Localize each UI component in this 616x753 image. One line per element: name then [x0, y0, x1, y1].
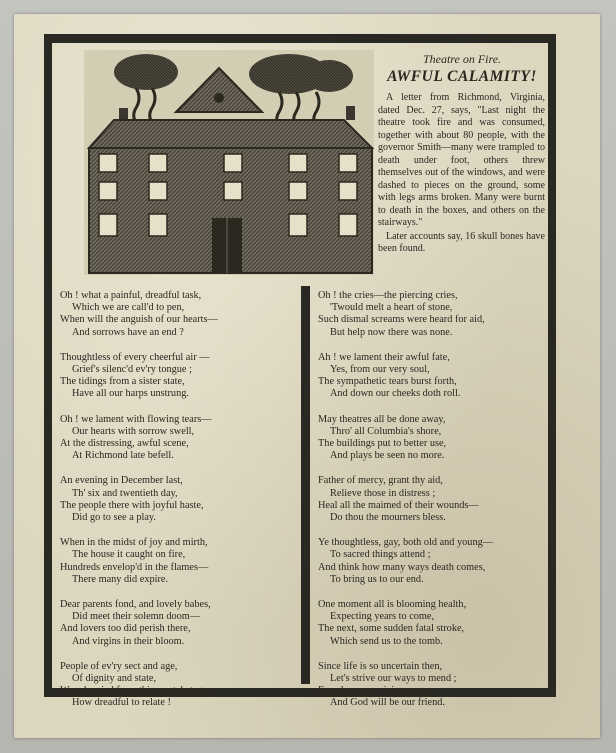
poem-line: Grief's silenc'd ev'ry tongue ;	[72, 364, 192, 376]
poem-line: Thoughtless of every cheerful air —	[60, 351, 210, 363]
poem-line: Relieve those in distress ;	[330, 487, 436, 499]
poem-line: Such dismal screams were heard for aid,	[318, 314, 485, 326]
poem-stanza	[60, 537, 298, 586]
border-top	[48, 34, 553, 43]
poem-stanza	[60, 290, 298, 339]
poem-line: Ah ! we lament their awful fate,	[318, 351, 450, 363]
poem-line: People of ev'ry sect and age,	[60, 660, 178, 672]
headline-subtitle: Theatre on Fire.	[422, 52, 502, 66]
poem-line: Th' six and twentieth day,	[72, 487, 178, 499]
poem-line: How dreadful to relate !	[72, 697, 171, 709]
poem-line: To bring us to our end.	[330, 573, 424, 585]
poem-line: Have all our harps unstrung.	[72, 388, 189, 400]
poem-stanza	[318, 661, 546, 710]
theatre-woodcut-illustration	[84, 50, 374, 275]
poem-line: The sympathetic tears burst forth,	[318, 376, 457, 388]
poem-line: Which send us to the tomb.	[330, 635, 443, 647]
poem-line: And lovers too did perish there,	[60, 623, 191, 635]
poem-line: The house it caught on fire,	[72, 549, 186, 561]
report-paragraph: Later accounts say, 16 skull bones have been found.	[378, 230, 545, 254]
poem-line: Ye thoughtless, gay, both old and young—	[318, 537, 494, 549]
poem-line: And virgins in their bloom.	[72, 635, 185, 647]
poem-line: And God will be our friend.	[330, 697, 445, 709]
poem-line: Heal all the maimed of their wounds—	[318, 499, 479, 511]
headline-block	[378, 52, 546, 86]
poem-line: But help now there was none.	[330, 326, 453, 338]
poem-line: The next, some sudden fatal stroke,	[318, 623, 465, 635]
poem-line: And sorrows have an end ?	[72, 326, 184, 338]
poem-stanza	[60, 599, 298, 648]
poem-stanza	[318, 290, 546, 339]
poem-line: Expecting years to come,	[330, 611, 435, 623]
border-right	[548, 34, 556, 697]
poem-line: Oh ! we lament with flowing tears—	[60, 413, 212, 425]
poem-line: Hundreds envelop'd in the flames—	[60, 561, 209, 573]
poem-stanza	[60, 661, 298, 710]
poem-stanza	[318, 537, 546, 586]
news-report	[378, 92, 545, 256]
poem-stanza	[318, 352, 546, 401]
poem-line: The people there with joyful haste,	[60, 499, 204, 511]
poem-line: Do thou the mourners bless.	[330, 512, 446, 524]
poem-line: And plays be seen no more.	[330, 450, 445, 462]
poem-line: And think how many ways death comes,	[318, 561, 486, 573]
poem-stanza	[318, 475, 546, 524]
poem-line: Let's strive our ways to mend ;	[330, 673, 457, 685]
poem-line: One moment all is blooming health,	[318, 599, 467, 611]
poem-column-right	[318, 290, 546, 723]
report-paragraph: A letter from Richmond, Virginia, dated Dec. 27, says, "Last night the theatre took fire and was consumed, together with about 80 people, with the governor Smith—many were trampled to death under foot, others threw themselves out of the windows, and were dashed to pieces on the ground, some with legs arms broken. Many were burnt to death in the boxes, and others on the stairways."	[378, 92, 545, 228]
poem-line: Our hearts with sorrow swell,	[72, 425, 195, 437]
poem-stanza	[60, 414, 298, 463]
poem-line: Oh ! the cries—the piercing cries,	[318, 290, 458, 301]
poem-line: Did meet their solemn doom—	[72, 611, 201, 623]
poem-line: An evening in December last,	[60, 475, 183, 487]
poem-line: When in the midst of joy and mirth,	[60, 537, 208, 549]
poem-line: The buildings put to better use,	[318, 438, 447, 450]
poem-line: May theatres all be done away,	[318, 413, 446, 425]
poem-column-left	[60, 290, 298, 723]
poem-stanza	[60, 475, 298, 524]
poem-line: To sacred things attend ;	[330, 549, 431, 561]
poem-stanza	[318, 414, 546, 463]
border-left	[44, 34, 52, 697]
headline-title: AWFUL CALAMITY!	[387, 68, 537, 85]
poem-line: Oh ! what a painful, dreadful task,	[60, 290, 202, 301]
poem-line: Of dignity and state,	[72, 673, 157, 685]
poem-stanza	[60, 352, 298, 401]
poem-line: Since life is so uncertain then,	[318, 660, 443, 672]
poem-line: 'Twould melt a heart of stone,	[330, 302, 453, 314]
poem-stanza	[318, 599, 546, 648]
poem-line: There many did expire.	[72, 573, 169, 585]
poem-line: Thro' all Columbia's shore,	[330, 425, 442, 437]
poem-line: Forsake every vicious way,	[318, 685, 430, 697]
poem-line: And down our cheeks doth roll.	[330, 388, 461, 400]
poem-line: Which we are call'd to pen,	[72, 302, 185, 314]
poem-line: At Richmond late befell.	[72, 450, 174, 462]
poem-line: At the distressing, awful scene,	[60, 438, 189, 450]
poem-line: Yes, from our very soul,	[330, 364, 430, 376]
poem-line: Did go to see a play.	[72, 512, 156, 524]
poem-line: When will the anguish of our hearts—	[60, 314, 218, 326]
poem-line: Father of mercy, grant thy aid,	[318, 475, 443, 487]
column-divider	[301, 286, 310, 684]
poem-line: The tidings from a sister state,	[60, 376, 185, 388]
poem-line: Dear parents fond, and lovely babes,	[60, 599, 211, 611]
poem-line: Were hurried from this mortal stage—	[60, 685, 218, 697]
